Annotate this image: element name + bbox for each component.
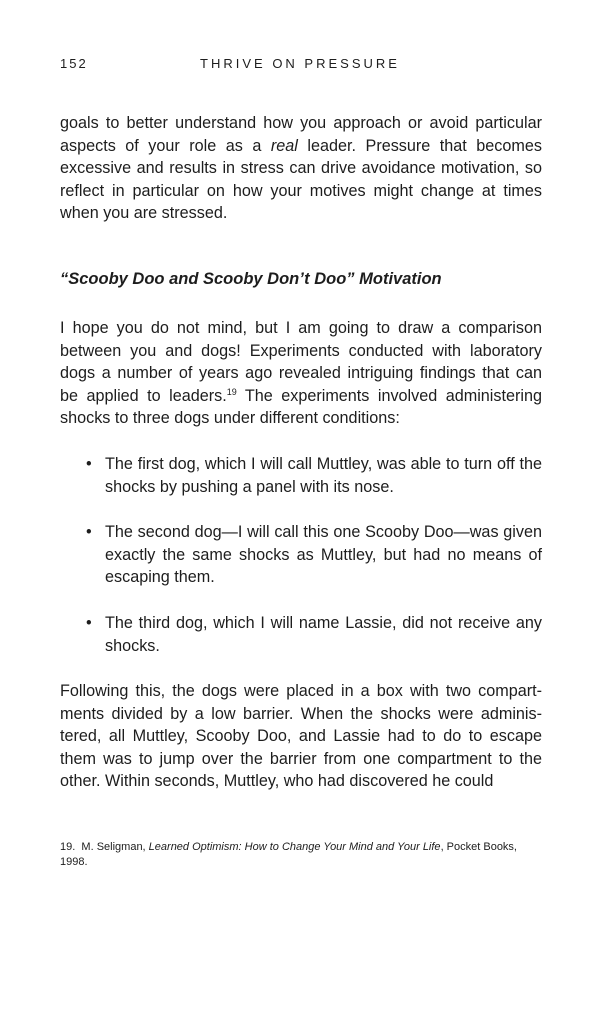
list-item (86, 521, 542, 589)
footnote (60, 840, 542, 870)
bullet-list (86, 521, 542, 589)
intro-text-b: leader. Pressure that becomes excessive and results in stress can drive avoidance motivation, so reflect in particular on how your motives might change at times when you are stressed. (60, 136, 542, 223)
list-item-text: The first dog, which I will call Muttley, was able to turn off the shocks by pushing a panel with its nose. (105, 455, 542, 496)
paragraph-3 (60, 680, 542, 793)
para2-text-b: The experiments involved administering shocks to three dogs under different conditions: (60, 386, 542, 428)
section-heading: “Scooby Doo and Scooby Don’t Doo” Motivation (60, 270, 442, 288)
running-title: THRIVE ON PRESSURE (200, 56, 400, 71)
bullet-icon: • (86, 614, 92, 632)
paragraph-2 (60, 317, 542, 430)
list-item-text: The second dog—I will call this one Scooby Doo—was given exactly the same shocks as Muttley, but had no means of escaping them. (105, 523, 542, 587)
bullet-list (86, 612, 542, 657)
footnote-rest: , Pocket Books, 1998. (60, 841, 517, 868)
intro-italic-word: real (270, 136, 298, 155)
running-header (60, 56, 540, 74)
footnote-title: Learned Optimism: How to Change Your Mind and Your Life (148, 841, 441, 853)
paragraph-3-text: Following this, the dogs were placed in a box with two compart-ments divided by a low barrier. When the shocks were adminis-tered, all Muttley, Scooby Doo, and Lassie had to do to escape them was to jump over the barrier from one compartment to the other. Within seconds, Muttley, who had discovered he could (60, 682, 542, 791)
page-number: 152 (60, 56, 88, 71)
footnote-ref: 19 (226, 386, 237, 397)
bullet-icon: • (86, 523, 92, 541)
list-item-text: The third dog, which I will name Lassie, did not receive any shocks. (105, 614, 542, 655)
footnote-number: 19. (60, 841, 76, 853)
intro-text-a: goals to better understand how you approach or avoid particular aspects of your role as a (60, 114, 542, 155)
bullet-list (86, 453, 542, 498)
list-item (86, 453, 542, 498)
footnote-author: M. Seligman, (81, 841, 149, 853)
list-item (86, 612, 542, 657)
bullet-icon: • (86, 455, 92, 473)
para2-text-a: I hope you do not mind, but I am going to draw a comparison between you and dogs! Experiments conducted with laboratory dogs a number of years ago revealed intriguing findings that can be applied to leaders. (60, 319, 542, 405)
intro-paragraph (60, 112, 542, 225)
